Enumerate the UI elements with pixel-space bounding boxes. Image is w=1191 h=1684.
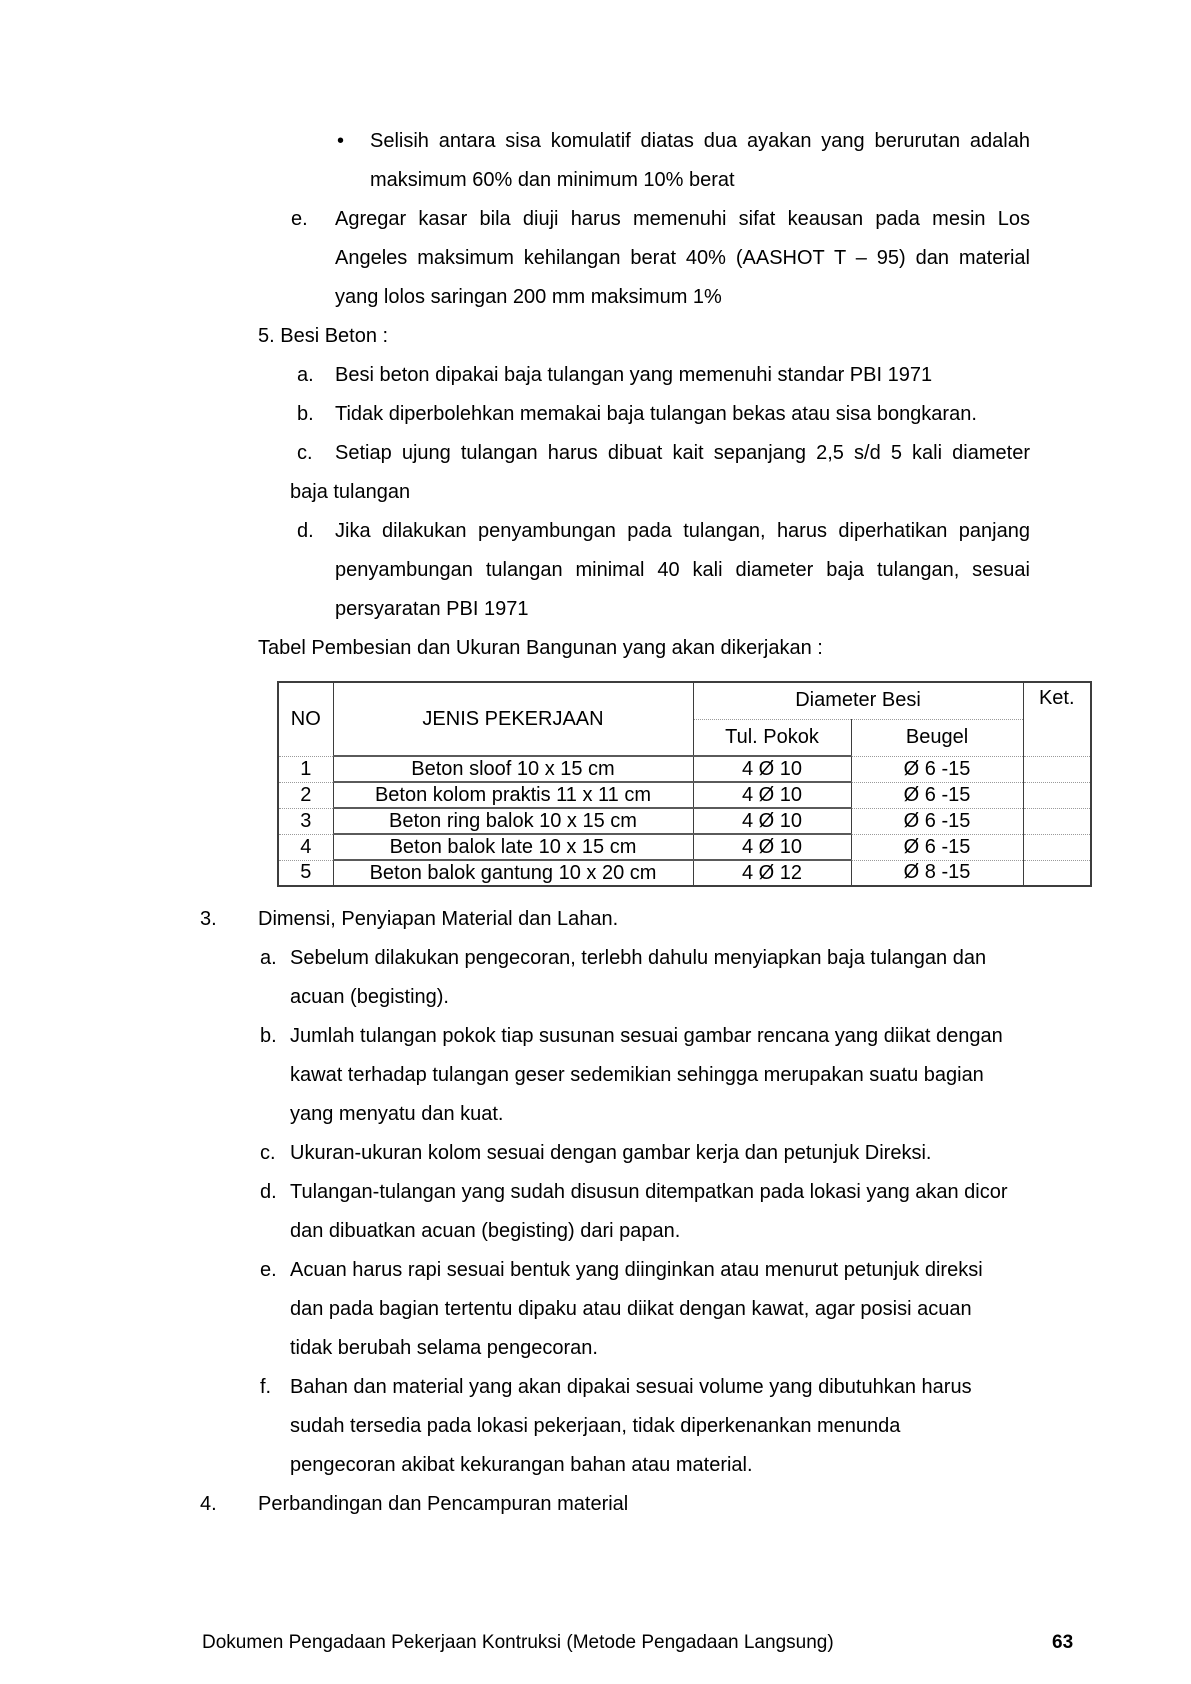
cell-beugel: Ø 8 -15 — [851, 860, 1023, 886]
col-header-ket: Ket. — [1023, 682, 1091, 756]
bullet-item-text — [370, 122, 1030, 200]
cell-tul-pokok: 4 Ø 10 — [693, 756, 851, 782]
text-line: persyaratan PBI 1971 — [335, 598, 529, 620]
col-header-diameter: Diameter Besi — [693, 682, 1023, 719]
text-line: Jumlah tulangan pokok tiap susunan sesuai gambar rencana yang diikat dengan — [290, 1025, 1003, 1047]
text-line: Tulangan-tulangan yang sudah disusun ditempatkan pada lokasi yang akan dicor — [290, 1181, 1008, 1203]
text-line: yang menyatu dan kuat. — [290, 1103, 504, 1125]
cell-no: 1 — [278, 756, 333, 782]
table-row — [278, 808, 1091, 834]
list-item-3a — [260, 939, 1030, 1017]
col-header-jenis: JENIS PEKERJAAN — [333, 682, 693, 756]
list-item-3e — [260, 1251, 1030, 1368]
section-number: 4. — [200, 1493, 217, 1515]
table-row — [278, 756, 1091, 782]
text-line: yang lolos saringan 200 mm maksimum 1% — [335, 286, 722, 308]
list-marker: c. — [297, 442, 313, 464]
table-row — [278, 860, 1091, 886]
text-line: dan pada bagian tertentu dipaku atau diikat dengan kawat, agar posisi acuan — [290, 1298, 972, 1320]
bullet-icon: • — [337, 130, 345, 152]
cell-tul-pokok: 4 Ø 10 — [693, 808, 851, 834]
list-marker: b. — [260, 1025, 277, 1047]
cell-beugel: Ø 6 -15 — [851, 834, 1023, 860]
list-item-5c-continuation: baja tulangan — [290, 481, 411, 503]
text-line: Tidak diperbolehkan memakai baja tulangan bekas atau sisa bongkaran. — [335, 403, 977, 425]
section-4-heading — [200, 1485, 1030, 1524]
footer-page-number: 63 — [1052, 1632, 1074, 1653]
cell-ket — [1023, 782, 1091, 808]
col-header-beugel: Beugel — [851, 719, 1023, 756]
table-row — [278, 782, 1091, 808]
text-line: pengecoran akibat kekurangan bahan atau material. — [290, 1454, 753, 1476]
list-marker: e. — [260, 1259, 277, 1281]
list-marker: d. — [260, 1181, 277, 1203]
list-marker: b. — [297, 403, 314, 425]
text-line: acuan (begisting). — [290, 986, 449, 1008]
item-e-text — [335, 200, 1030, 317]
list-marker: f. — [260, 1376, 272, 1398]
list-marker: c. — [260, 1142, 276, 1164]
bullet-list-item — [337, 122, 1030, 200]
text-line: Bahan dan material yang akan dipakai sesuai volume yang dibutuhkan harus — [290, 1376, 972, 1398]
cell-tul-pokok: 4 Ø 12 — [693, 860, 851, 886]
text-line: Agregar kasar bila diuji harus memenuhi sifat keausan pada mesin Los — [335, 208, 1030, 230]
section-title: Dimensi, Penyiapan Material dan Lahan. — [258, 908, 619, 930]
list-item-5a — [297, 356, 1030, 395]
cell-no: 4 — [278, 834, 333, 860]
cell-jenis: Beton kolom praktis 11 x 11 cm — [333, 782, 693, 808]
list-item-5b — [297, 395, 1030, 434]
cell-ket — [1023, 756, 1091, 782]
list-item-3f — [260, 1368, 1030, 1485]
text-line: maksimum 60% dan minimum 10% berat — [370, 169, 735, 191]
cell-no: 2 — [278, 782, 333, 808]
cell-ket — [1023, 834, 1091, 860]
section-3-heading — [200, 900, 1030, 939]
heading-besi-beton: 5. Besi Beton : — [258, 325, 389, 347]
col-header-no: NO — [278, 682, 333, 756]
footer-doc-title: Dokumen Pengadaan Pekerjaan Kontruksi (Metode Pengadaan Langsung) — [202, 1632, 834, 1653]
text-line: Acuan harus rapi sesuai bentuk yang diinginkan atau menurut petunjuk direksi — [290, 1259, 983, 1281]
list-marker: d. — [297, 520, 314, 542]
text-line: Sebelum dilakukan pengecoran, terlebh dahulu menyiapkan baja tulangan dan — [290, 947, 987, 969]
table-title: Tabel Pembesian dan Ukuran Bangunan yang akan dikerjakan : — [258, 637, 823, 659]
section-title: Perbandingan dan Pencampuran material — [258, 1493, 629, 1515]
list-item-3c — [260, 1134, 1030, 1173]
text-line: sudah tersedia pada lokasi pekerjaan, tidak diperkenankan menunda — [290, 1415, 901, 1437]
list-item-5c — [297, 434, 1030, 473]
list-marker: e. — [291, 208, 308, 230]
text-line: dan dibuatkan acuan (begisting) dari papan. — [290, 1220, 681, 1242]
list-marker: a. — [260, 947, 277, 969]
col-header-tul-pokok: Tul. Pokok — [693, 719, 851, 756]
cell-jenis: Beton ring balok 10 x 15 cm — [333, 808, 693, 834]
cell-tul-pokok: 4 Ø 10 — [693, 782, 851, 808]
list-marker: a. — [297, 364, 314, 386]
cell-tul-pokok: 4 Ø 10 — [693, 834, 851, 860]
text-line: Angeles maksimum kehilangan berat 40% (AASHOT T – 95) dan material — [335, 247, 1030, 269]
rebar-table — [277, 681, 1092, 887]
cell-beugel: Ø 6 -15 — [851, 756, 1023, 782]
cell-ket — [1023, 860, 1091, 886]
table-row — [278, 834, 1091, 860]
table-header-row — [278, 682, 1091, 719]
cell-jenis: Beton balok late 10 x 15 cm — [333, 834, 693, 860]
list-item-e — [291, 200, 1030, 317]
cell-beugel: Ø 6 -15 — [851, 782, 1023, 808]
cell-ket — [1023, 808, 1091, 834]
list-item-3b — [260, 1017, 1030, 1134]
text-line: kawat terhadap tulangan geser sedemikian sehingga merupakan suatu bagian — [290, 1064, 984, 1086]
text-line: penyambungan tulangan minimal 40 kali diameter baja tulangan, sesuai — [335, 559, 1030, 581]
cell-no: 3 — [278, 808, 333, 834]
list-item-3d — [260, 1173, 1030, 1251]
text-line: Selisih antara sisa komulatif diatas dua ayakan yang berurutan adalah — [370, 130, 1030, 152]
cell-jenis: Beton sloof 10 x 15 cm — [333, 756, 693, 782]
cell-no: 5 — [278, 860, 333, 886]
page-footer — [0, 1632, 1191, 1662]
text-line: Jika dilakukan penyambungan pada tulangan, harus diperhatikan panjang — [335, 520, 1030, 542]
section-number: 3. — [200, 908, 217, 930]
text-line: tidak berubah selama pengecoran. — [290, 1337, 598, 1359]
cell-beugel: Ø 6 -15 — [851, 808, 1023, 834]
text-line: Ukuran-ukuran kolom sesuai dengan gambar kerja dan petunjuk Direksi. — [290, 1142, 932, 1164]
text-line: Besi beton dipakai baja tulangan yang memenuhi standar PBI 1971 — [335, 364, 933, 386]
text-line: Setiap ujung tulangan harus dibuat kait sepanjang 2,5 s/d 5 kali diameter — [335, 442, 1030, 464]
cell-jenis: Beton balok gantung 10 x 20 cm — [333, 860, 693, 886]
list-item-5d — [297, 512, 1030, 629]
